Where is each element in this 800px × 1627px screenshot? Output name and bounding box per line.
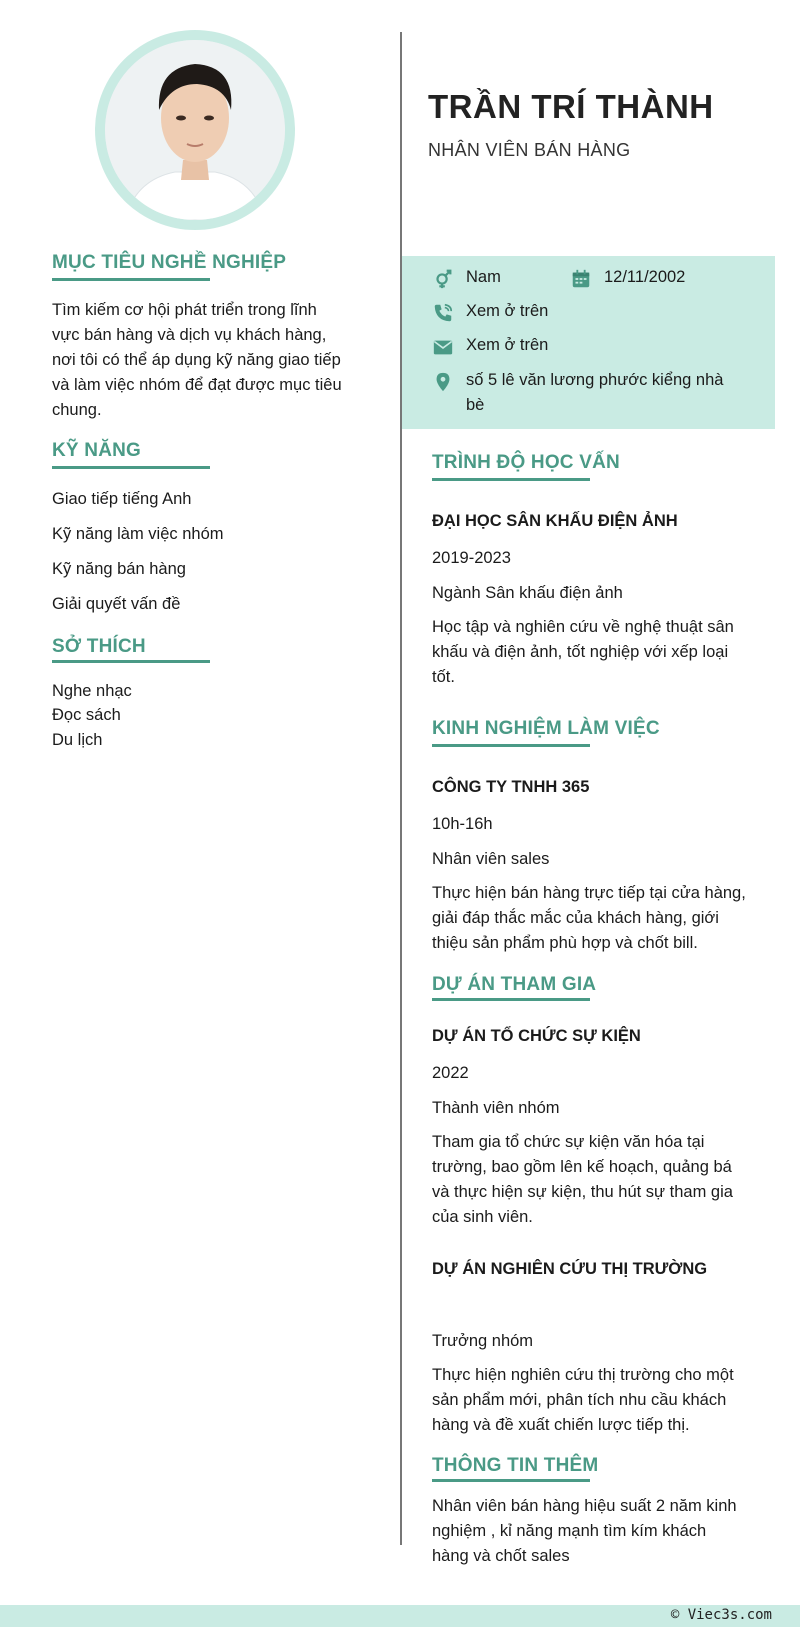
objective-line: nơi tôi có thể áp dụng kỹ năng giao tiếp: [52, 351, 341, 369]
skills-title: KỸ NĂNG: [52, 440, 142, 461]
additional-desc-line: nghiệm , kỉ năng mạnh tìm kím khách: [432, 1522, 707, 1540]
objective-line: vực bán hàng và dịch vụ khách hàng,: [52, 326, 327, 344]
profile-photo: [105, 40, 285, 220]
experience-underline: [432, 744, 590, 747]
skill-item: Kỹ năng làm việc nhóm: [52, 525, 224, 543]
objective-text: [52, 298, 348, 423]
education-desc-line: khấu và điện ảnh, tốt nghiệp với xếp loại: [432, 643, 729, 661]
additional-description: [432, 1494, 777, 1569]
projects-title: DỰ ÁN THAM GIA: [432, 974, 597, 995]
address-value: [466, 368, 723, 418]
additional-desc-line: Nhân viên bán hàng hiệu suất 2 năm kinh: [432, 1497, 737, 1515]
footer-watermark: © Viec3s.com: [670, 1607, 772, 1623]
hobbies-title: SỞ THÍCH: [52, 636, 146, 657]
skill-item: Kỹ năng bán hàng: [52, 560, 186, 578]
email-icon: [432, 336, 454, 358]
footer-bar: [0, 1605, 800, 1627]
projects-underline: [432, 998, 590, 1001]
phone-value: Xem ở trên: [466, 302, 549, 320]
additional-title: THÔNG TIN THÊM: [432, 1455, 599, 1476]
hobby-item: Du lịch: [52, 731, 103, 749]
education-underline: [432, 478, 590, 481]
objective-line: Tìm kiếm cơ hội phát triển trong lĩnh: [52, 301, 317, 319]
birthday-value: 12/11/2002: [604, 268, 686, 286]
education-period: 2019-2023: [432, 549, 511, 567]
objective-line: và làm việc nhóm để đạt được mục tiêu: [52, 376, 342, 394]
project-desc-line: sản phẩm mới, phân tích nhu cầu khách: [432, 1391, 727, 1409]
address-line: bè: [466, 396, 485, 414]
candidate-job-title: NHÂN VIÊN BÁN HÀNG: [428, 140, 631, 160]
candidate-name: TRẦN TRÍ THÀNH: [428, 88, 714, 125]
objective-line: chung.: [52, 401, 102, 419]
email-value: Xem ở trên: [466, 336, 549, 354]
project-desc-line: Tham gia tổ chức sự kiện văn hóa tại: [432, 1133, 705, 1151]
experience-desc-line: giải đáp thắc mắc của khách hàng, giới: [432, 909, 719, 927]
additional-underline: [432, 1479, 590, 1482]
address-line: số 5 lê văn lương phước kiểng nhà: [466, 371, 724, 389]
project-description: [432, 1363, 777, 1438]
project-desc-line: trường, bao gồm lên kế hoạch, quảng bá: [432, 1158, 732, 1176]
experience-company: CÔNG TY TNHH 365: [432, 778, 590, 796]
experience-desc-line: Thực hiện bán hàng trực tiếp tại cửa hàng,: [432, 884, 746, 902]
skill-item: Giao tiếp tiếng Anh: [52, 490, 192, 508]
birthday-row: [570, 268, 685, 290]
objective-title: MỤC TIÊU NGHỀ NGHIỆP: [52, 252, 287, 273]
location-pin-icon: [432, 371, 454, 393]
education-major: Ngành Sân khấu điện ảnh: [432, 584, 623, 602]
calendar-icon: [570, 268, 592, 290]
project-role: Trưởng nhóm: [432, 1332, 534, 1350]
address-row: [432, 370, 752, 418]
additional-desc-line: hàng và chốt sales: [432, 1547, 570, 1565]
skill-item: Giải quyết vấn đề: [52, 595, 181, 613]
hobby-item: Nghe nhạc: [52, 682, 132, 700]
profile-photo-frame: [95, 30, 295, 230]
project-desc-line: hàng và đề xuất chiến lược tiếp thị.: [432, 1416, 690, 1434]
gender-value: Nam: [466, 268, 501, 286]
project-role: Thành viên nhóm: [432, 1099, 560, 1117]
hobbies-underline: [52, 660, 210, 663]
email-row: [432, 336, 548, 358]
gender-icon: [432, 268, 454, 290]
experience-title: KINH NGHIỆM LÀM VIỆC: [432, 718, 660, 739]
skills-underline: [52, 466, 210, 469]
experience-period: 10h-16h: [432, 815, 493, 833]
education-description: [432, 615, 772, 690]
project-desc-line: Thực hiện nghiên cứu thị trường cho một: [432, 1366, 734, 1384]
project-description: [432, 1130, 777, 1230]
gender-row: [432, 268, 501, 290]
hobby-item: Đọc sách: [52, 706, 121, 724]
phone-row: [432, 302, 548, 324]
objective-underline: [52, 278, 210, 281]
experience-description: [432, 881, 777, 956]
experience-desc-line: thiệu sản phẩm phù hợp và chốt bill.: [432, 934, 698, 952]
project-name: DỰ ÁN TỔ CHỨC SỰ KIỆN: [432, 1027, 641, 1045]
project-name: DỰ ÁN NGHIÊN CỨU THỊ TRƯỜNG: [432, 1260, 708, 1278]
project-desc-line: của sinh viên.: [432, 1208, 533, 1226]
education-desc-line: Học tập và nghiên cứu về nghệ thuật sân: [432, 618, 734, 636]
education-title: TRÌNH ĐỘ HỌC VẤN: [432, 452, 620, 473]
project-year: 2022: [432, 1064, 469, 1082]
education-desc-line: tốt.: [432, 668, 455, 686]
education-school: ĐẠI HỌC SÂN KHẤU ĐIỆN ẢNH: [432, 512, 678, 530]
project-desc-line: và thực hiện sự kiện, thu hút sự tham gia: [432, 1183, 733, 1201]
phone-icon: [432, 302, 454, 324]
experience-role: Nhân viên sales: [432, 850, 550, 868]
